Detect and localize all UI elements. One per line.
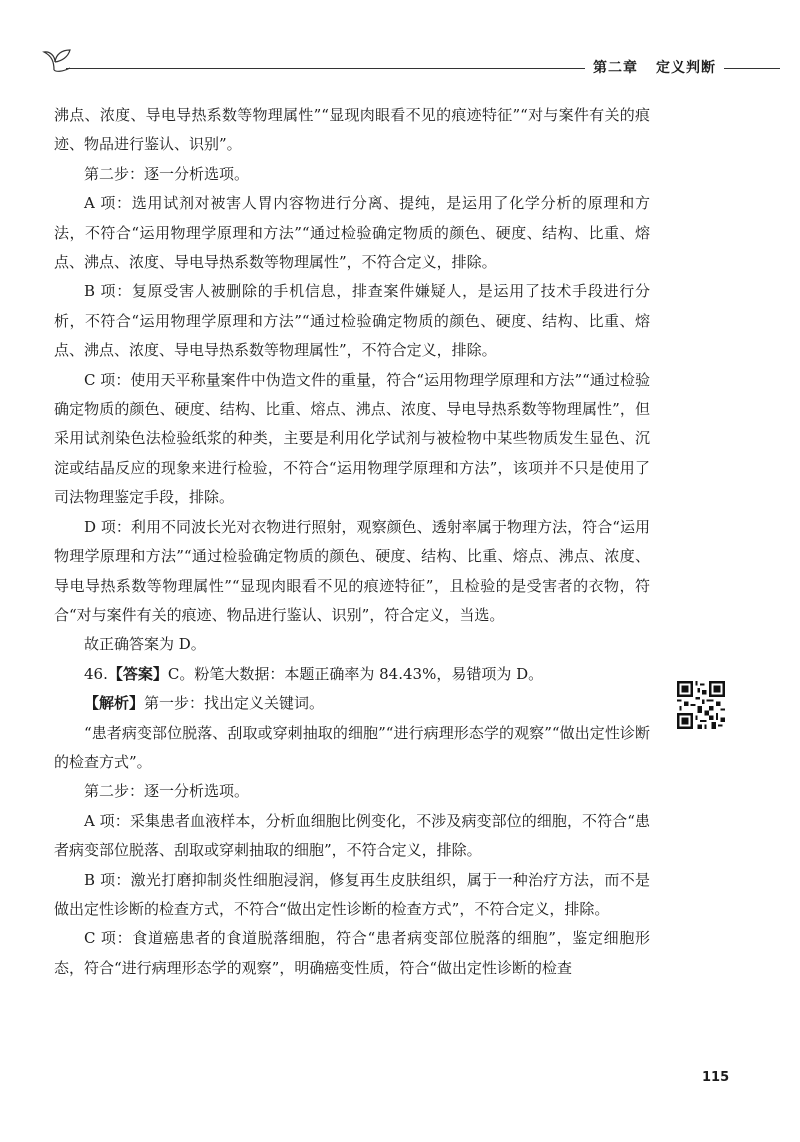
paragraph: “患者病变部位脱落、刮取或穿刺抽取的细胞”“进行病理形态学的观察”“做出定性诊断的检查方式”。: [54, 723, 650, 771]
paragraph: A 项：采集患者血液样本，分析血细胞比例变化，不涉及病变部位的细胞，不符合“患者病变部位脱落、刮取或穿刺抽取的细胞”，不符合定义，排除。: [54, 811, 650, 860]
paragraph: C 项：使用天平称量案件中伪造文件的重量，符合“运用物理学原理和方法”“通过检验确定物质的颜色、硬度、结构、比重、熔点、沸点、浓度、导电导热系数等物理属性”，但采用试剂染色法检验纸浆的种类，主要是利用化学试剂与被检物中某些物质发生显色、沉淀或结晶反应的现象来进行检验，不符合“运用物理学原理和方法”，该项并不只是使用了司法物理鉴定手段，排除。: [54, 370, 650, 507]
paragraph: B 项：复原受害人被删除的手机信息，排查案件嫌疑人，是运用了技术手段进行分析，不符合“运用物理学原理和方法”“通过检验确定物质的颜色、硬度、结构、比重、熔点、沸点、浓度、导电导热系数等物理属性”，不符合定义，排除。: [54, 282, 650, 360]
header-title: [585, 57, 724, 77]
paragraph: 第二步：逐一分析选项。: [84, 164, 250, 183]
paragraph: B 项：激光打磨抑制炎性细胞浸润，修复再生皮肤组织，属于一种治疗方法，而不是做出定性诊断的检查方式，不符合“做出定性诊断的检查方式”，不符合定义，排除。: [54, 870, 650, 918]
paragraph: D 项：利用不同波长光对衣物进行照射，观察颜色、透射率属于物理方法，符合“运用物理学原理和方法”“通过检验确定物质的颜色、硬度、结构、比重、熔点、沸点、浓度、导电导热系数等物理属性”“显现肉眼看不见的痕迹特征”，且检验的是受害者的衣物，符合“对与案件有关的痕迹、物品进行鉴认、识别”，符合定义，当选。: [54, 517, 650, 624]
chapter-label: 第二章: [593, 60, 638, 76]
paragraph: 故正确答案为 D。: [84, 635, 206, 654]
analysis-tag: 【解析】: [84, 694, 145, 713]
chapter-title: 定义判断: [656, 60, 716, 76]
paragraph: C 项：食道癌患者的食道脱落细胞，符合“患者病变部位脱落的细胞”，鉴定细胞形态，符合“进行病理形态学的观察”，明确癌变性质，符合“做出定性诊断的检查: [54, 929, 650, 977]
analysis-text: 第一步：找出定义关键词。: [144, 694, 325, 713]
paragraph: A 项：选用试剂对被害人胃内容物进行分离、提纯，是运用了化学分析的原理和方法，不符合“运用物理学原理和方法”“通过检验确定物质的颜色、硬度、结构、比重、熔点、沸点、浓度、导电导热系数等物理属性”，不符合定义，排除。: [54, 194, 650, 272]
paragraph: 沸点、浓度、导电导热系数等物理属性”“显现肉眼看不见的痕迹特征”“对与案件有关的痕迹、物品进行鉴认、识别”。: [54, 106, 650, 154]
running-header: [40, 44, 780, 84]
analysis-line: [54, 689, 650, 718]
answer-text: C。粉笔大数据：本题正确率为 84.43%，易错项为 D。: [167, 664, 544, 683]
question-number: 46.: [84, 664, 108, 683]
qr-code-icon[interactable]: [677, 681, 725, 729]
page-number: 115: [702, 1070, 730, 1085]
page-body: [54, 101, 650, 983]
answer-tag: 【答案】: [107, 664, 168, 683]
sprout-leaf-icon: [40, 44, 74, 74]
paragraph: 第二步：逐一分析选项。: [84, 782, 250, 801]
answer-line: [54, 660, 650, 689]
